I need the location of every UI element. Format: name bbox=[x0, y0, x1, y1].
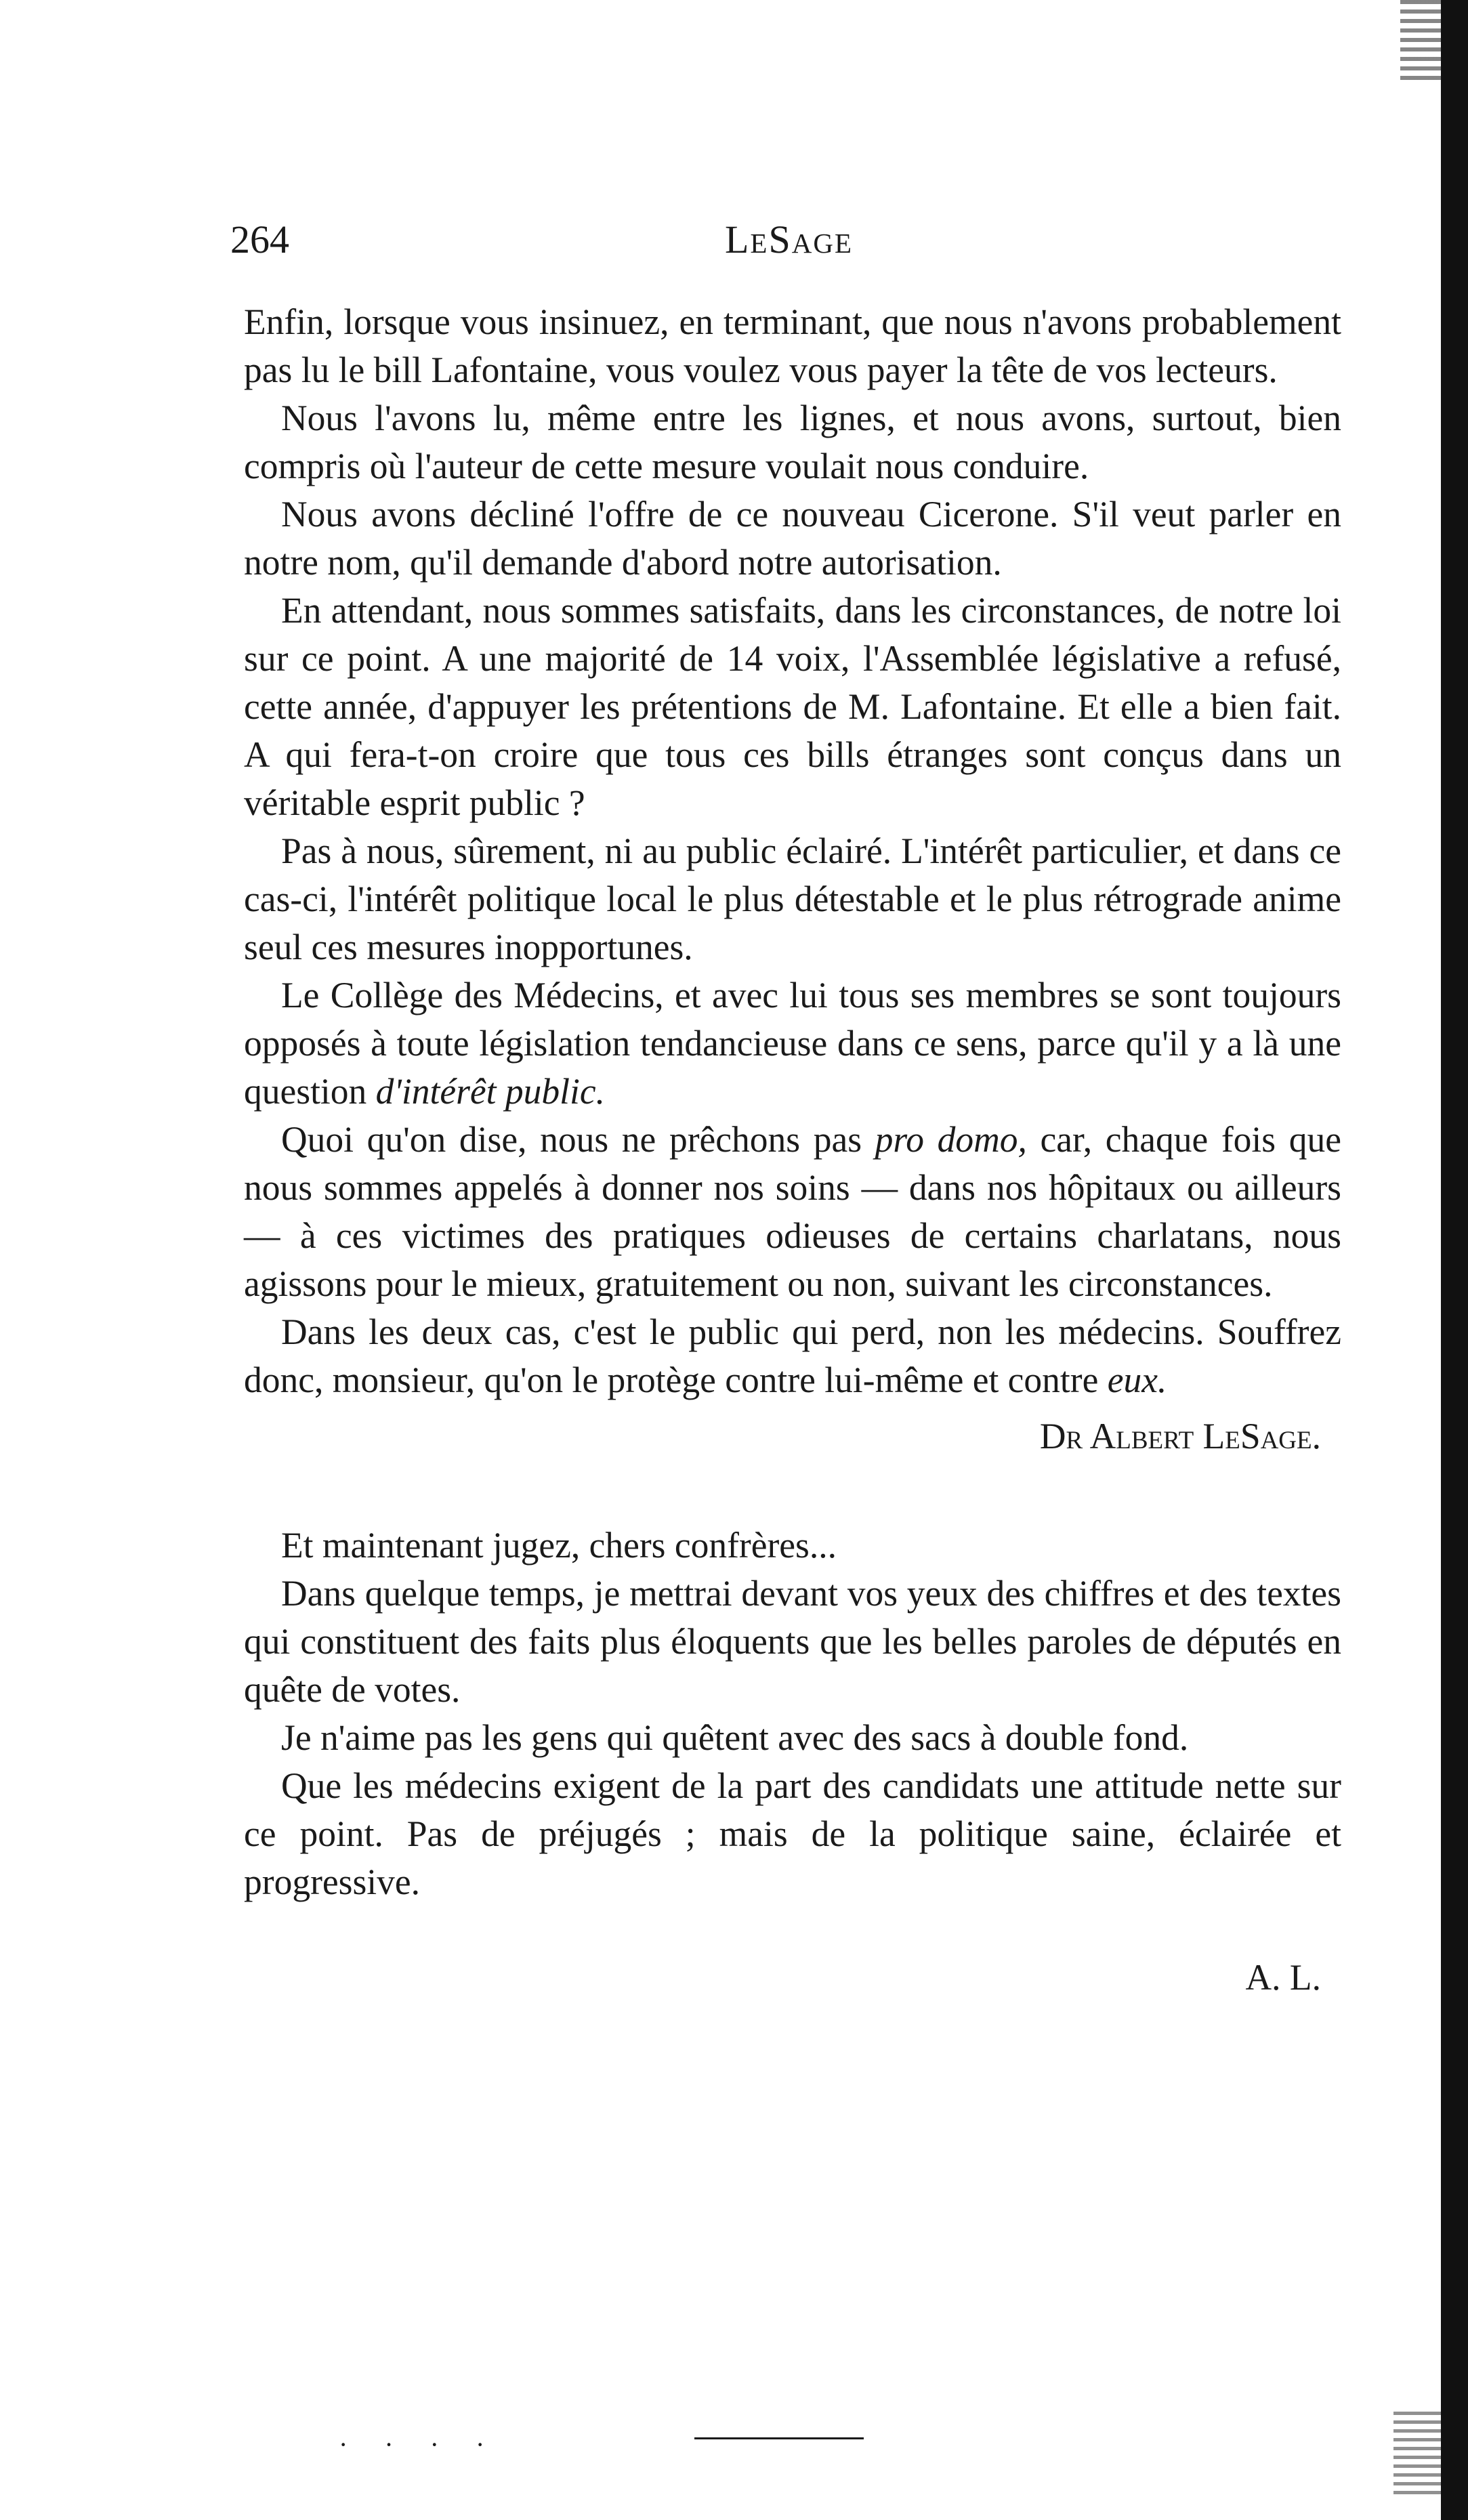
paragraph: Je n'aime pas les gens qui quêtent avec des sacs à double fond. bbox=[281, 1717, 1189, 1758]
page-edge-shadow bbox=[1441, 0, 1468, 2520]
paragraph: Enfin, lorsque vous insinuez, en terminant, que nous n'avons probablement pas lu le bill Lafontaine, vous voulez vous payer la tête de vos lecteurs. bbox=[244, 301, 1341, 390]
paragraph: En attendant, nous sommes satisfaits, dans les circonstances, de notre loi sur ce point. A une majorité de 14 voix, l'Assemblée législative a refusé, cette année, d'appuyer les prétentions de M. Lafontaine. Et elle a bien fait. A qui fera-t-on croire que tous ces bills étranges sont conçus dans un véritable esprit public ? bbox=[244, 590, 1341, 823]
paragraph bbox=[244, 971, 1341, 1116]
paragraph-text: Quoi qu'on dise, nous ne prêchons pas bbox=[281, 1119, 875, 1160]
paragraph: Dans quelque temps, je mettrai devant vos yeux des chiffres et des textes qui constituent des faits plus éloquents que les belles paroles de députés en quête de votes. bbox=[244, 1573, 1341, 1710]
section-spacer bbox=[244, 1461, 1341, 1521]
paragraph: Nous avons décliné l'offre de ce nouveau Cicerone. S'il veut parler en notre nom, qu'il demande d'abord notre autorisation. bbox=[244, 494, 1341, 583]
italic-phrase: d'intérêt public. bbox=[375, 1071, 605, 1112]
paragraph: Pas à nous, sûrement, ni au public éclairé. L'intérêt particulier, et dans ce cas-ci, l'intérêt politique local le plus détestable et le plus rétrograde anime seul ces mesures inopportunes. bbox=[244, 831, 1341, 967]
paragraph bbox=[244, 1116, 1341, 1308]
italic-phrase: eux. bbox=[1107, 1360, 1167, 1400]
paragraph: Nous l'avons lu, même entre les lignes, et nous avons, surtout, bien compris où l'auteur de cette mesure voulait nous conduire. bbox=[244, 398, 1341, 486]
paragraph-text: Le Collège des Médecins, et avec lui tous ses membres se sont toujours opposés à toute législation tendancieuse dans ce sens, parce qu'il y a là une question bbox=[244, 975, 1341, 1112]
running-head: LeSage bbox=[725, 217, 853, 261]
author-initials: A. L. bbox=[1245, 1957, 1321, 1998]
scan-artifact-bottom bbox=[1393, 2412, 1441, 2500]
paragraph bbox=[244, 1308, 1341, 1404]
italic-phrase: pro domo, bbox=[875, 1119, 1027, 1160]
section-end-rule bbox=[694, 2437, 864, 2439]
page-body bbox=[244, 298, 1341, 2002]
paragraph-text: car, chaque fois que nous sommes appelés à donner nos soins — dans nos hôpitaux ou ailleurs — à ces victimes des pratiques odieuses de certains charlatans, nous agissons pour le mieux, gratuitement ou non, suivant les circonstances. bbox=[244, 1119, 1341, 1304]
paragraph-text: Dans les deux cas, c'est le public qui perd, non les médecins. Souffrez donc, monsieur, qu'on le protège contre lui-même et contre bbox=[244, 1311, 1341, 1400]
scan-artifact-top bbox=[1400, 0, 1441, 81]
page-number: 264 bbox=[230, 217, 289, 261]
page-header bbox=[230, 217, 1341, 278]
paragraph: Que les médecins exigent de la part des candidats une attitude nette sur ce point. Pas de préjugés ; mais de la politique saine, éclairée et progressive. bbox=[244, 1765, 1341, 1902]
stray-dots: · · · · bbox=[339, 2429, 500, 2460]
paragraph: Et maintenant jugez, chers confrères... bbox=[281, 1525, 837, 1566]
signature: Dr Albert LeSage. bbox=[1039, 1416, 1321, 1456]
